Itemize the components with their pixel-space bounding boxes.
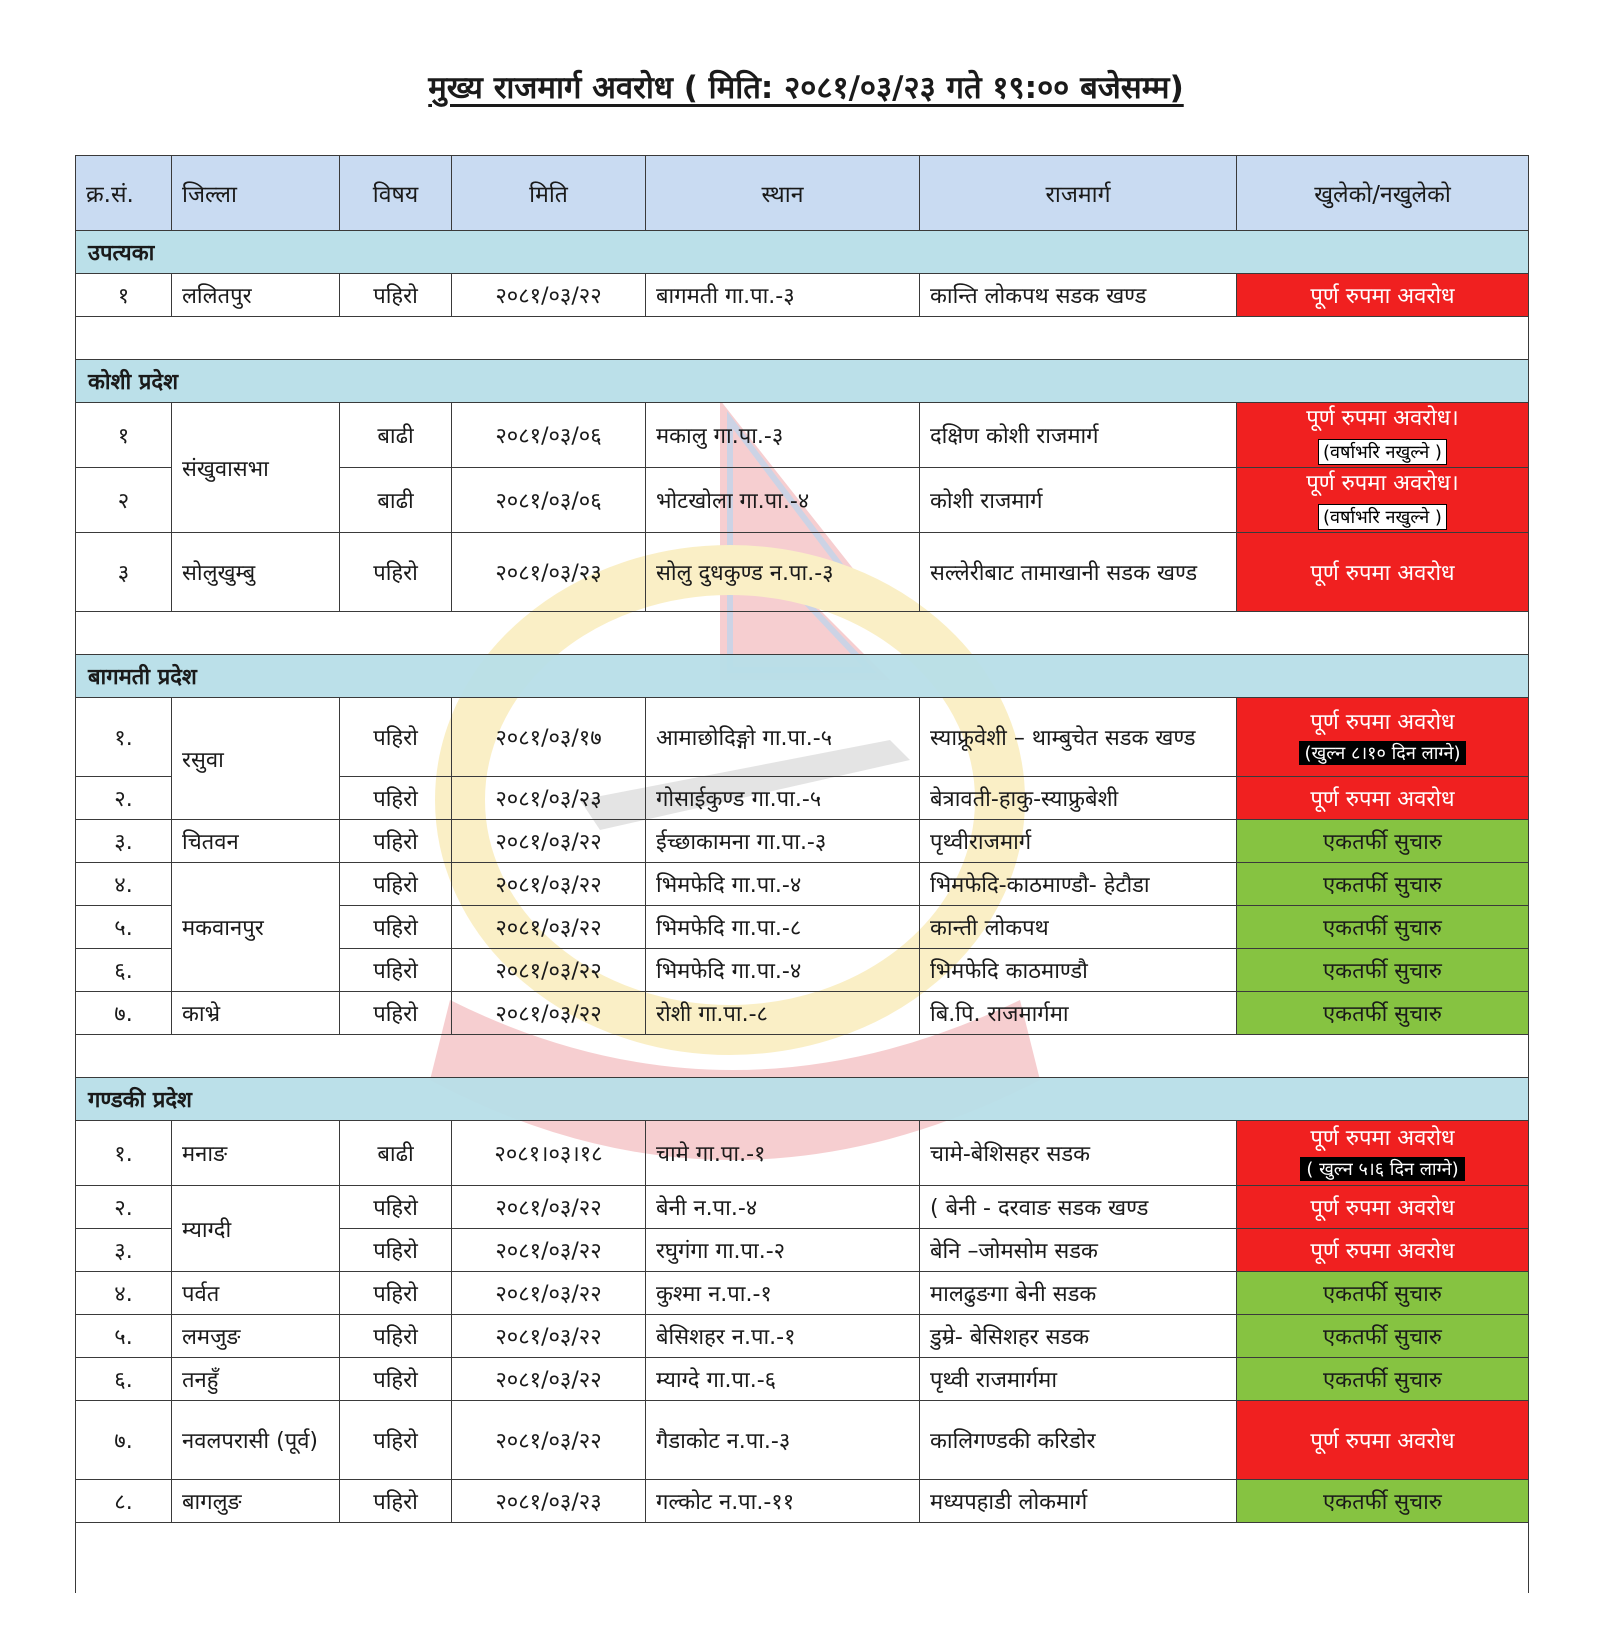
- spacer-row: [76, 1035, 1529, 1078]
- cell-district: सोलुखुम्बु: [172, 533, 340, 612]
- cell-sn: ७.: [76, 992, 172, 1035]
- cell-place: भिमफेदि गा.पा.-४: [646, 949, 920, 992]
- status-badge: एकतर्फी सुचारु: [1237, 1358, 1529, 1401]
- cell-subject: पहिरो: [340, 274, 452, 317]
- cell-district: लमजुङ: [172, 1315, 340, 1358]
- cell-sn: ४.: [76, 863, 172, 906]
- table-row: [76, 533, 1529, 612]
- cell-date: २०८१/०३/२२: [452, 1401, 646, 1480]
- spacer-cell: [76, 612, 1529, 655]
- cell-sn: २.: [76, 1186, 172, 1229]
- cell-place: म्याग्दे गा.पा.-६: [646, 1358, 920, 1401]
- status-badge: [1237, 1121, 1529, 1186]
- cell-highway: बि.पि. राजमार्गमा: [920, 992, 1237, 1035]
- spacer-row: [76, 612, 1529, 655]
- cell-district: मकवानपुर: [172, 863, 340, 992]
- cell-highway: बेनि –जोमसोम सडक: [920, 1229, 1237, 1272]
- cell-place: गोसाईकुण्ड गा.पा.-५: [646, 777, 920, 820]
- cell-district: मनाङ: [172, 1121, 340, 1186]
- cell-sn: १: [76, 274, 172, 317]
- cell-district: पर्वत: [172, 1272, 340, 1315]
- table-row: [76, 403, 1529, 468]
- cell-date: २०८१/०३/२२: [452, 992, 646, 1035]
- cell-highway: पृथ्वी राजमार्गमा: [920, 1358, 1237, 1401]
- table-row: [76, 863, 1529, 906]
- cell-highway: मध्यपहाडी लोकमार्ग: [920, 1480, 1237, 1523]
- cell-date: २०८१।०३।१८: [452, 1121, 646, 1186]
- cell-place: गैडाकोट न.पा.-३: [646, 1401, 920, 1480]
- status-note: (वर्षाभरि नखुल्ने ): [1318, 504, 1447, 530]
- status-badge: एकतर्फी सुचारु: [1237, 820, 1529, 863]
- region-label: बागमती प्रदेश: [76, 655, 1529, 698]
- region-label: कोशी प्रदेश: [76, 360, 1529, 403]
- table-row: [76, 1272, 1529, 1315]
- cell-highway: दक्षिण कोशी राजमार्ग: [920, 403, 1237, 468]
- cell-sn: ३.: [76, 820, 172, 863]
- cell-place: ईच्छाकामना गा.पा.-३: [646, 820, 920, 863]
- cell-highway: सल्लेरीबाट तामाखानी सडक खण्ड: [920, 533, 1237, 612]
- status-text: पूर्ण रुपमा अवरोध।: [1306, 471, 1459, 497]
- header-highway: राजमार्ग: [920, 156, 1237, 231]
- cell-highway: ( बेनी - दरवाङ सडक खण्ड: [920, 1186, 1237, 1229]
- cell-subject: पहिरो: [340, 533, 452, 612]
- cell-sn: ८.: [76, 1480, 172, 1523]
- cell-highway: मालढुङगा बेनी सडक: [920, 1272, 1237, 1315]
- cell-highway: डुम्रे- बेसिशहर सडक: [920, 1315, 1237, 1358]
- cell-date: २०८१/०३/२३: [452, 1480, 646, 1523]
- status-badge: एकतर्फी सुचारु: [1237, 992, 1529, 1035]
- cell-place: चामे गा.पा.-१: [646, 1121, 920, 1186]
- cell-district: तनहुँ: [172, 1358, 340, 1401]
- cell-subject: पहिरो: [340, 1401, 452, 1480]
- cell-place: सोलु दुधकुण्ड न.पा.-३: [646, 533, 920, 612]
- table-row: [76, 1121, 1529, 1186]
- region-row-valley: [76, 231, 1529, 274]
- cell-subject: पहिरो: [340, 1315, 452, 1358]
- spacer-row: [76, 317, 1529, 360]
- cell-sn: ६.: [76, 1358, 172, 1401]
- status-text: पूर्ण रुपमा अवरोध: [1310, 1126, 1455, 1152]
- cell-date: २०८१/०३/२२: [452, 1229, 646, 1272]
- cell-place: भिमफेदि गा.पा.-४: [646, 863, 920, 906]
- table-header-row: [76, 156, 1529, 231]
- cell-highway: कान्ती लोकपथ: [920, 906, 1237, 949]
- cell-date: २०८१/०३/२२: [452, 274, 646, 317]
- cell-place: भोटखोला गा.पा.-४: [646, 468, 920, 533]
- cell-district: बागलुङ: [172, 1480, 340, 1523]
- table-row: [76, 698, 1529, 777]
- cell-highway: कान्ति लोकपथ सडक खण्ड: [920, 274, 1237, 317]
- cell-date: २०८१/०३/२२: [452, 1272, 646, 1315]
- status-badge: एकतर्फी सुचारु: [1237, 1272, 1529, 1315]
- status-note: (वर्षाभरि नखुल्ने ): [1318, 439, 1447, 465]
- status-badge: [1237, 403, 1529, 468]
- cell-date: २०८१/०३/२२: [452, 1186, 646, 1229]
- status-badge: पूर्ण रुपमा अवरोध: [1237, 777, 1529, 820]
- cell-subject: बाढी: [340, 468, 452, 533]
- table-row: [76, 992, 1529, 1035]
- header-date: मिति: [452, 156, 646, 231]
- cell-place: मकालु गा.पा.-३: [646, 403, 920, 468]
- header-subject: विषय: [340, 156, 452, 231]
- cell-place: बेनी न.पा.-४: [646, 1186, 920, 1229]
- status-badge: पूर्ण रुपमा अवरोध: [1237, 274, 1529, 317]
- cell-highway: पृथ्वीराजमार्ग: [920, 820, 1237, 863]
- status-badge: एकतर्फी सुचारु: [1237, 863, 1529, 906]
- cell-sn: १.: [76, 698, 172, 777]
- table-row: [76, 1401, 1529, 1480]
- cell-district: संखुवासभा: [172, 403, 340, 533]
- cell-subject: पहिरो: [340, 1186, 452, 1229]
- cell-sn: १: [76, 403, 172, 468]
- cell-date: २०८१/०३/१७: [452, 698, 646, 777]
- cell-subject: पहिरो: [340, 698, 452, 777]
- cell-district: ललितपुर: [172, 274, 340, 317]
- table-row: [76, 1186, 1529, 1229]
- status-badge: एकतर्फी सुचारु: [1237, 1315, 1529, 1358]
- cell-place: आमाछोदिङ्गो गा.पा.-५: [646, 698, 920, 777]
- cell-subject: पहिरो: [340, 1480, 452, 1523]
- table-row: [76, 1480, 1529, 1523]
- header-place: स्थान: [646, 156, 920, 231]
- cell-place: कुश्मा न.पा.-१: [646, 1272, 920, 1315]
- spacer-cell: [76, 1035, 1529, 1078]
- cell-district: नवलपरासी (पूर्व): [172, 1401, 340, 1480]
- cell-subject: पहिरो: [340, 777, 452, 820]
- cell-date: २०८१/०३/०६: [452, 403, 646, 468]
- status-badge: [1237, 468, 1529, 533]
- cell-place: रोशी गा.पा.-८: [646, 992, 920, 1035]
- status-badge: एकतर्फी सुचारु: [1237, 906, 1529, 949]
- cell-highway: बेत्रावती-हाकु-स्याफ्रुबेशी: [920, 777, 1237, 820]
- status-text: पूर्ण रुपमा अवरोध: [1310, 710, 1455, 736]
- status-badge: पूर्ण रुपमा अवरोध: [1237, 1401, 1529, 1480]
- cell-subject: पहिरो: [340, 949, 452, 992]
- cell-highway: भिमफेदि काठमाण्डौ: [920, 949, 1237, 992]
- cell-subject: पहिरो: [340, 1272, 452, 1315]
- cell-subject: पहिरो: [340, 906, 452, 949]
- cell-place: बागमती गा.पा.-३: [646, 274, 920, 317]
- cell-place: गल्कोट न.पा.-११: [646, 1480, 920, 1523]
- cell-district: चितवन: [172, 820, 340, 863]
- status-note: ( खुल्न ५।६ दिन लाग्ने): [1300, 1157, 1464, 1181]
- cell-date: २०८१/०३/२३: [452, 533, 646, 612]
- header-sn: क्र.सं.: [76, 156, 172, 231]
- cell-highway: कालिगण्डकी करिडोर: [920, 1401, 1237, 1480]
- cell-date: २०८१/०३/२२: [452, 820, 646, 863]
- cell-sn: २: [76, 468, 172, 533]
- status-badge: [1237, 698, 1529, 777]
- table-row: [76, 274, 1529, 317]
- cell-sn: ३.: [76, 1229, 172, 1272]
- status-badge: पूर्ण रुपमा अवरोध: [1237, 1229, 1529, 1272]
- cell-sn: २.: [76, 777, 172, 820]
- cell-place: भिमफेदि गा.पा.-८: [646, 906, 920, 949]
- cell-date: २०८१/०३/२२: [452, 1358, 646, 1401]
- cell-sn: ४.: [76, 1272, 172, 1315]
- cell-district: रसुवा: [172, 698, 340, 820]
- region-label: गण्डकी प्रदेश: [76, 1078, 1529, 1121]
- cell-subject: पहिरो: [340, 1229, 452, 1272]
- cell-subject: पहिरो: [340, 820, 452, 863]
- spacer-cell: [76, 317, 1529, 360]
- cell-district: म्याग्दी: [172, 1186, 340, 1272]
- cell-sn: १.: [76, 1121, 172, 1186]
- page-title: मुख्य राजमार्ग अवरोध ( मिति: २०८१/०३/२३ गते १९:०० बजेसम्म): [428, 70, 1184, 106]
- status-badge: पूर्ण रुपमा अवरोध: [1237, 1186, 1529, 1229]
- region-row-bagmati: [76, 655, 1529, 698]
- cell-sn: ३: [76, 533, 172, 612]
- cell-place: रघुगंगा गा.पा.-२: [646, 1229, 920, 1272]
- cell-subject: पहिरो: [340, 1358, 452, 1401]
- cell-sn: ५.: [76, 906, 172, 949]
- status-badge: एकतर्फी सुचारु: [1237, 949, 1529, 992]
- status-note: (खुल्न ८।१० दिन लाग्ने): [1299, 741, 1467, 765]
- region-row-gandaki: [76, 1078, 1529, 1121]
- status-badge: एकतर्फी सुचारु: [1237, 1480, 1529, 1523]
- cell-sn: ५.: [76, 1315, 172, 1358]
- cell-highway: स्याफ्रूवेशी – थाम्बुचेत सडक खण्ड: [920, 698, 1237, 777]
- spacer-cell: [76, 1523, 1529, 1594]
- cell-district: काभ्रे: [172, 992, 340, 1035]
- table-row: [76, 1358, 1529, 1401]
- table-row: [76, 1315, 1529, 1358]
- cell-highway: कोशी राजमार्ग: [920, 468, 1237, 533]
- cell-date: २०८१/०३/०६: [452, 468, 646, 533]
- cell-date: २०८१/०३/२२: [452, 863, 646, 906]
- cell-highway: चामे-बेशिसहर सडक: [920, 1121, 1237, 1186]
- cell-date: २०८१/०३/२३: [452, 777, 646, 820]
- cell-place: बेसिशहर न.पा.-१: [646, 1315, 920, 1358]
- status-text: पूर्ण रुपमा अवरोध।: [1306, 406, 1459, 432]
- cell-highway: भिमफेदि-काठमाण्डौ- हेटौडा: [920, 863, 1237, 906]
- region-row-koshi: [76, 360, 1529, 403]
- highway-blockage-table: [75, 155, 1529, 1593]
- cell-sn: ६.: [76, 949, 172, 992]
- trailing-empty-row: [76, 1523, 1529, 1594]
- cell-subject: पहिरो: [340, 863, 452, 906]
- header-district: जिल्ला: [172, 156, 340, 231]
- cell-date: २०८१/०३/२२: [452, 906, 646, 949]
- cell-subject: पहिरो: [340, 992, 452, 1035]
- status-badge: पूर्ण रुपमा अवरोध: [1237, 533, 1529, 612]
- region-label: उपत्यका: [76, 231, 1529, 274]
- table-row: [76, 820, 1529, 863]
- cell-subject: बाढी: [340, 403, 452, 468]
- cell-subject: बाढी: [340, 1121, 452, 1186]
- cell-date: २०८१/०३/२२: [452, 1315, 646, 1358]
- header-status: खुलेको/नखुलेको: [1237, 156, 1529, 231]
- cell-sn: ७.: [76, 1401, 172, 1480]
- cell-date: २०८१/०३/२२: [452, 949, 646, 992]
